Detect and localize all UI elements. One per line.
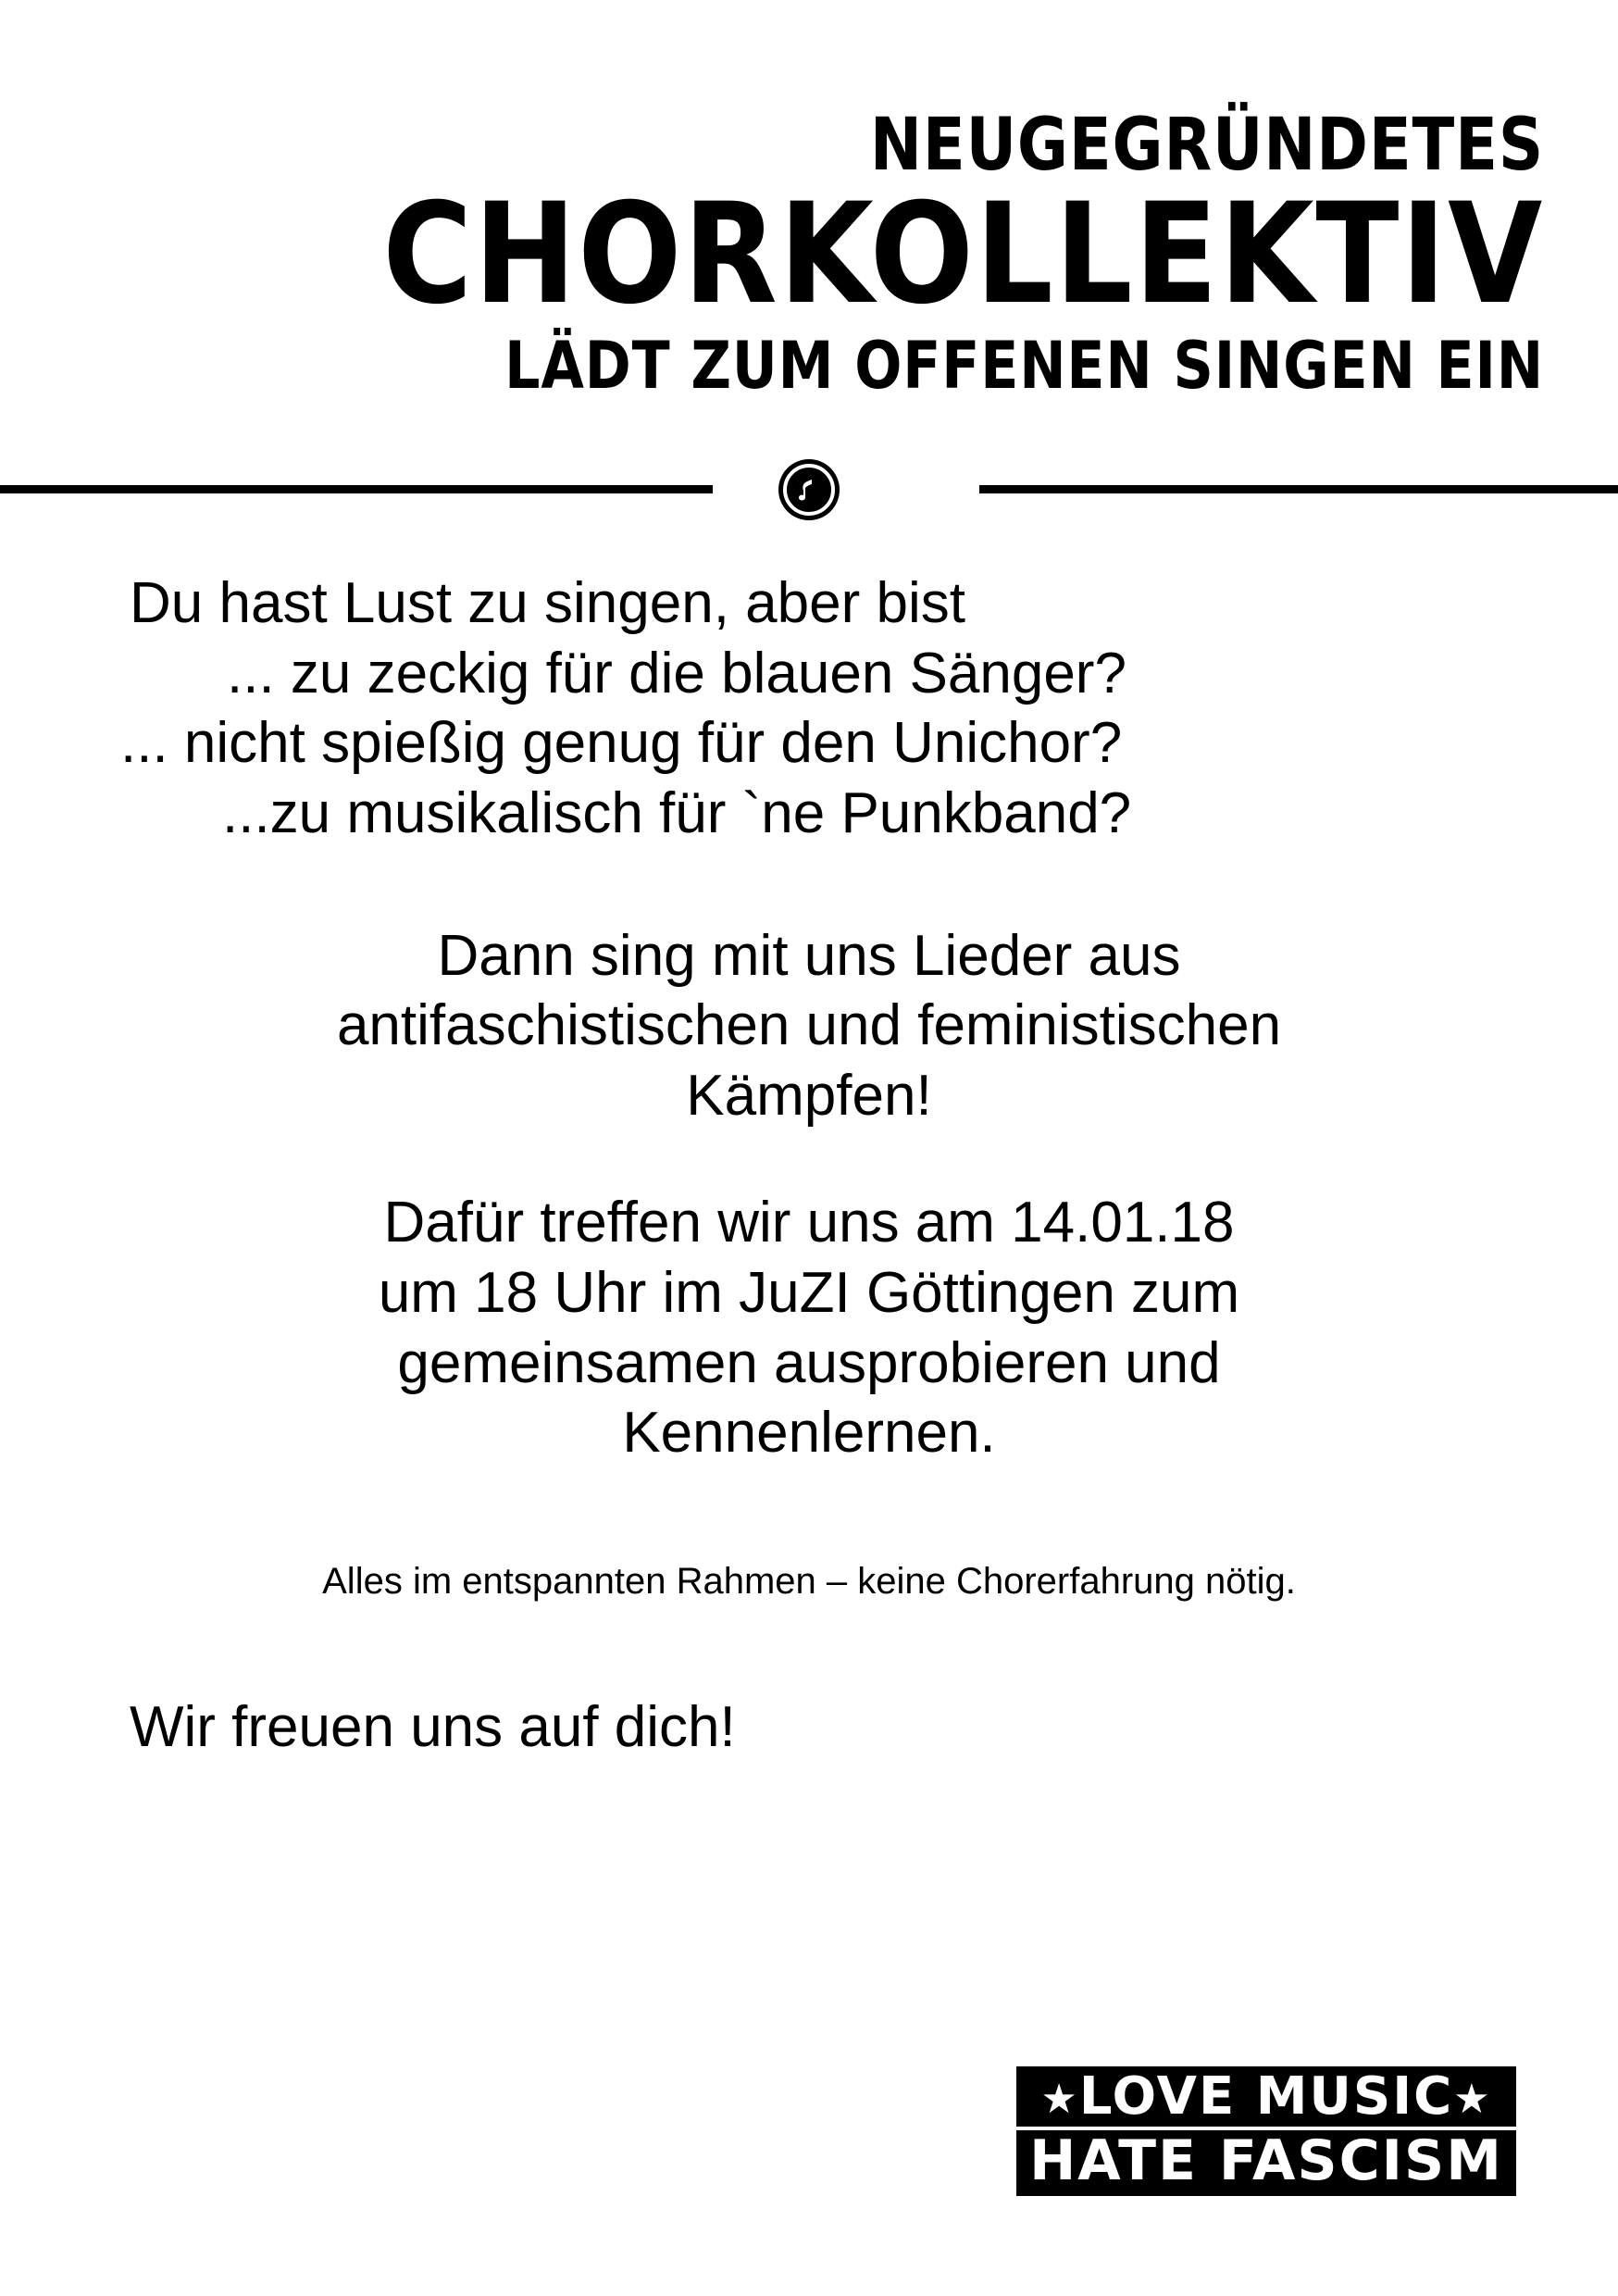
question-line-4: ...zu musikalisch für `ne Punkband? xyxy=(222,780,1132,845)
divider-rule-right xyxy=(979,485,1618,493)
logo-line-1-text: LOVE MUSIC xyxy=(1078,2066,1454,2128)
question-line-1: Du hast Lust zu singen, aber bist xyxy=(130,571,965,636)
logo-line-2: HATE FASCISM xyxy=(1016,2130,1516,2196)
meeting-line-4: Kennenlernen. xyxy=(622,1401,996,1466)
note-text: Alles im entspannten Rahmen – keine Chorerfahrung nötig. xyxy=(322,1560,1296,1602)
divider-rule-left xyxy=(0,485,713,493)
closing-text: Wir freuen uns auf dich! xyxy=(130,1694,736,1759)
meeting-line-1: Dafür treffen wir uns am 14.01.18 xyxy=(383,1191,1235,1255)
music-note-icon-inner xyxy=(783,464,835,516)
invite-line-2: antifaschistischen und feministischen xyxy=(336,993,1282,1058)
invite-line-1: Dann sing mit uns Lieder aus xyxy=(437,923,1181,988)
meeting-line-2: um 18 Uhr im JuZI Göttingen zum xyxy=(378,1261,1240,1326)
poster-body xyxy=(0,568,1618,1468)
spacer-1 xyxy=(102,849,1516,921)
invite-block xyxy=(102,921,1516,1131)
logo-line-1 xyxy=(1016,2066,1516,2127)
invite-line-3: Kämpfen! xyxy=(686,1063,932,1128)
question-block xyxy=(102,568,1516,849)
spacer-2 xyxy=(102,1130,1516,1188)
question-line-3: ... nicht spießig genug für den Unichor? xyxy=(120,711,1123,776)
star-right-icon: ★ xyxy=(1453,2075,1492,2123)
header-line-1: NEUGEGRÜNDETES xyxy=(869,104,1544,187)
meeting-line-3: gemeinsamen ausprobieren und xyxy=(397,1330,1221,1395)
star-left-icon: ★ xyxy=(1040,2075,1079,2123)
question-line-2: ... zu zeckig für die blauen Sänger? xyxy=(227,641,1126,705)
music-note-icon xyxy=(778,459,840,520)
poster-header xyxy=(0,0,1618,405)
header-line-2-title: CHORKOLLEKTIV xyxy=(382,174,1545,336)
love-music-hate-fascism-logo xyxy=(1016,2066,1516,2196)
header-line-3: LÄDT ZUM OFFENEN SINGEN EIN xyxy=(504,328,1544,405)
meeting-block xyxy=(102,1188,1516,1468)
divider xyxy=(0,459,1618,518)
